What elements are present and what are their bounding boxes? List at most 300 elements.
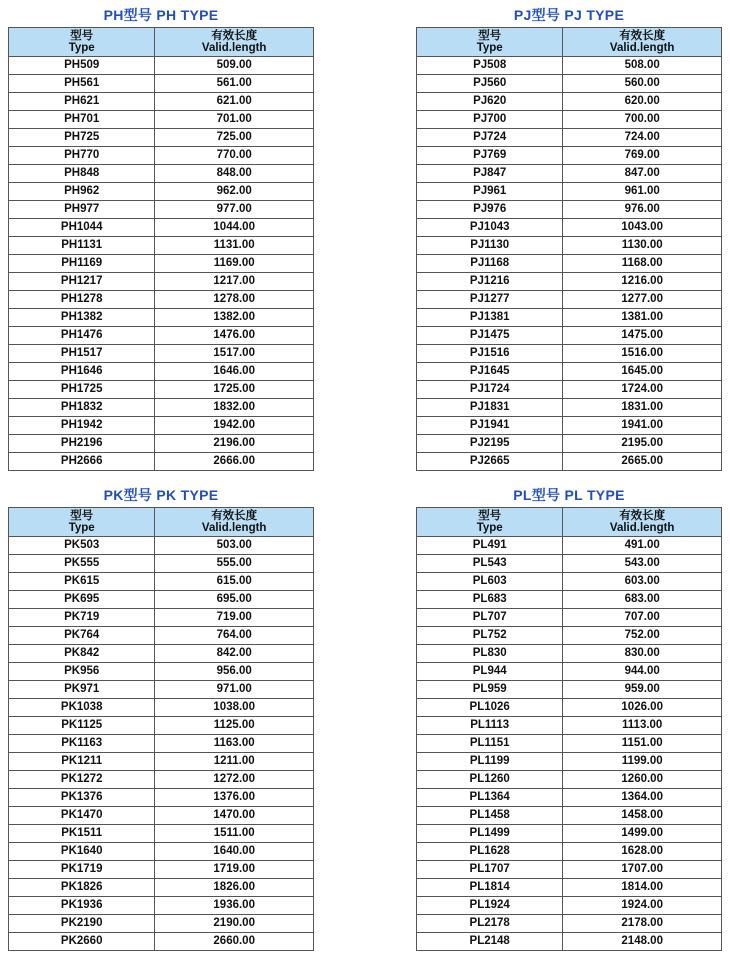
section-title: PJ型号 PJ TYPE [513, 7, 625, 23]
length-cell: 1211.00 [155, 753, 314, 771]
length-cell: 944.00 [563, 663, 722, 681]
type-cell: PJ1216 [417, 273, 563, 291]
length-cell: 1476.00 [155, 327, 314, 345]
type-cell: PH1832 [9, 399, 155, 417]
type-cell: PJ1516 [417, 345, 563, 363]
table-row [417, 825, 722, 843]
length-cell: 725.00 [155, 129, 314, 147]
length-cell: 719.00 [155, 609, 314, 627]
type-column-header [417, 28, 563, 57]
type-cell: PJ2195 [417, 435, 563, 453]
type-cell: PK1163 [9, 735, 155, 753]
length-cell: 1376.00 [155, 789, 314, 807]
length-cell: 1941.00 [563, 417, 722, 435]
type-cell: PL752 [417, 627, 563, 645]
table-row [9, 915, 314, 933]
table-row [9, 129, 314, 147]
length-cell: 1499.00 [563, 825, 722, 843]
type-cell: PK1719 [9, 861, 155, 879]
table-row [417, 57, 722, 75]
type-cell: PL1113 [417, 717, 563, 735]
length-cell: 1217.00 [155, 273, 314, 291]
table-row [417, 555, 722, 573]
type-cell: PH1942 [9, 417, 155, 435]
length-column-header [155, 508, 314, 537]
section-title: PK型号 PK TYPE [103, 487, 219, 503]
table-header [9, 28, 314, 57]
type-cell: PH2196 [9, 435, 155, 453]
type-cell: PL2178 [417, 915, 563, 933]
type-cell: PL1814 [417, 879, 563, 897]
length-cell: 1216.00 [563, 273, 722, 291]
type-cell: PJ1043 [417, 219, 563, 237]
length-cell: 1163.00 [155, 735, 314, 753]
table-row [9, 435, 314, 453]
type-cell: PL683 [417, 591, 563, 609]
length-cell: 1725.00 [155, 381, 314, 399]
table-row [417, 609, 722, 627]
table-row [9, 933, 314, 951]
table-row [9, 327, 314, 345]
type-cell: PJ508 [417, 57, 563, 75]
table-row [9, 255, 314, 273]
length-cell: 1470.00 [155, 807, 314, 825]
type-cell: PJ1475 [417, 327, 563, 345]
length-cell: 701.00 [155, 111, 314, 129]
table-row [9, 735, 314, 753]
table-row [417, 93, 722, 111]
length-cell: 764.00 [155, 627, 314, 645]
table-row [417, 789, 722, 807]
table-row [417, 933, 722, 951]
ph-type-table [8, 27, 314, 471]
table-row [9, 717, 314, 735]
section-title: PL型号 PL TYPE [513, 487, 625, 503]
length-cell: 2190.00 [155, 915, 314, 933]
table-row [417, 537, 722, 555]
table-row [9, 237, 314, 255]
table-row [9, 381, 314, 399]
type-cell: PJ1645 [417, 363, 563, 381]
type-cell: PH701 [9, 111, 155, 129]
length-header-cn: 有效长度 [211, 510, 258, 522]
table-body [417, 537, 722, 951]
length-cell: 1814.00 [563, 879, 722, 897]
length-cell: 2666.00 [155, 453, 314, 471]
type-cell: PK1211 [9, 753, 155, 771]
type-cell: PL603 [417, 573, 563, 591]
type-cell: PL1628 [417, 843, 563, 861]
length-cell: 976.00 [563, 201, 722, 219]
type-cell: PH1169 [9, 255, 155, 273]
table-row [9, 861, 314, 879]
type-cell: PK1272 [9, 771, 155, 789]
type-cell: PH770 [9, 147, 155, 165]
type-cell: PJ1724 [417, 381, 563, 399]
type-cell: PJ1381 [417, 309, 563, 327]
length-cell: 560.00 [563, 75, 722, 93]
table-row [417, 201, 722, 219]
table-row [9, 753, 314, 771]
table-row [417, 111, 722, 129]
length-cell: 1832.00 [155, 399, 314, 417]
length-cell: 956.00 [155, 663, 314, 681]
type-cell: PL543 [417, 555, 563, 573]
table-row [417, 399, 722, 417]
type-cell: PK1038 [9, 699, 155, 717]
type-cell: PK1376 [9, 789, 155, 807]
pj-type-section [416, 5, 722, 471]
type-header-cn: 型号 [478, 30, 502, 42]
type-cell: PJ1130 [417, 237, 563, 255]
length-cell: 1043.00 [563, 219, 722, 237]
type-header-cn: 型号 [70, 30, 94, 42]
length-cell: 1038.00 [155, 699, 314, 717]
table-row [417, 591, 722, 609]
length-cell: 830.00 [563, 645, 722, 663]
type-cell: PH977 [9, 201, 155, 219]
table-row [9, 183, 314, 201]
length-cell: 769.00 [563, 147, 722, 165]
type-header-en: Type [476, 42, 503, 54]
table-row [417, 753, 722, 771]
type-cell: PL1026 [417, 699, 563, 717]
table-row [417, 627, 722, 645]
type-cell: PH1131 [9, 237, 155, 255]
type-cell: PH621 [9, 93, 155, 111]
table-row [9, 291, 314, 309]
table-row [417, 273, 722, 291]
table-row [417, 879, 722, 897]
length-cell: 2178.00 [563, 915, 722, 933]
type-cell: PH1382 [9, 309, 155, 327]
length-cell: 1707.00 [563, 861, 722, 879]
table-row [417, 147, 722, 165]
table-row [9, 663, 314, 681]
type-cell: PJ620 [417, 93, 563, 111]
length-cell: 847.00 [563, 165, 722, 183]
table-row [417, 435, 722, 453]
type-header-en: Type [476, 522, 503, 534]
length-cell: 2195.00 [563, 435, 722, 453]
length-cell: 770.00 [155, 147, 314, 165]
length-cell: 555.00 [155, 555, 314, 573]
type-cell: PL1458 [417, 807, 563, 825]
type-cell: PJ1277 [417, 291, 563, 309]
type-cell: PH561 [9, 75, 155, 93]
type-cell: PJ961 [417, 183, 563, 201]
table-header [417, 508, 722, 537]
table-row [9, 93, 314, 111]
table-row [9, 363, 314, 381]
type-cell: PJ769 [417, 147, 563, 165]
table-row [9, 609, 314, 627]
length-column-header [155, 28, 314, 57]
length-cell: 1130.00 [563, 237, 722, 255]
length-header-en: Valid.length [201, 522, 267, 534]
length-cell: 1168.00 [563, 255, 722, 273]
length-cell: 961.00 [563, 183, 722, 201]
table-row [417, 165, 722, 183]
length-cell: 1831.00 [563, 399, 722, 417]
table-row [9, 273, 314, 291]
table-row [417, 345, 722, 363]
table-row [9, 57, 314, 75]
table-row [417, 807, 722, 825]
length-cell: 1026.00 [563, 699, 722, 717]
table-row [9, 201, 314, 219]
type-cell: PH509 [9, 57, 155, 75]
type-header-en: Type [68, 522, 95, 534]
length-cell: 1272.00 [155, 771, 314, 789]
table-row [9, 111, 314, 129]
table-row [417, 363, 722, 381]
table-row [9, 555, 314, 573]
length-cell: 1942.00 [155, 417, 314, 435]
type-cell: PH1517 [9, 345, 155, 363]
length-cell: 848.00 [155, 165, 314, 183]
length-cell: 543.00 [563, 555, 722, 573]
type-column-header [417, 508, 563, 537]
ph-type-section [8, 5, 314, 471]
length-cell: 1131.00 [155, 237, 314, 255]
type-cell: PK1936 [9, 897, 155, 915]
table-row [9, 75, 314, 93]
type-cell: PJ724 [417, 129, 563, 147]
length-cell: 1475.00 [563, 327, 722, 345]
length-cell: 2148.00 [563, 933, 722, 951]
type-header-cn: 型号 [478, 510, 502, 522]
table-row [417, 291, 722, 309]
type-cell: PH1476 [9, 327, 155, 345]
pk-type-section [8, 485, 314, 951]
table-row [9, 345, 314, 363]
table-row [9, 681, 314, 699]
length-cell: 1151.00 [563, 735, 722, 753]
length-cell: 1113.00 [563, 717, 722, 735]
type-cell: PL1151 [417, 735, 563, 753]
length-cell: 2660.00 [155, 933, 314, 951]
length-cell: 603.00 [563, 573, 722, 591]
length-cell: 1278.00 [155, 291, 314, 309]
type-cell: PK956 [9, 663, 155, 681]
length-cell: 1719.00 [155, 861, 314, 879]
type-cell: PH1725 [9, 381, 155, 399]
type-cell: PK1470 [9, 807, 155, 825]
type-cell: PH1646 [9, 363, 155, 381]
type-cell: PJ1168 [417, 255, 563, 273]
type-cell: PH1044 [9, 219, 155, 237]
length-cell: 962.00 [155, 183, 314, 201]
table-header [9, 508, 314, 537]
length-header-cn: 有效长度 [619, 30, 666, 42]
type-cell: PJ847 [417, 165, 563, 183]
length-cell: 1381.00 [563, 309, 722, 327]
table-row [417, 915, 722, 933]
type-cell: PH962 [9, 183, 155, 201]
length-cell: 1924.00 [563, 897, 722, 915]
length-cell: 724.00 [563, 129, 722, 147]
pl-type-section [416, 485, 722, 951]
table-row [417, 735, 722, 753]
length-cell: 561.00 [155, 75, 314, 93]
type-header-en: Type [68, 42, 95, 54]
pk-type-table [8, 507, 314, 951]
length-cell: 1458.00 [563, 807, 722, 825]
length-cell: 1826.00 [155, 879, 314, 897]
type-cell: PL491 [417, 537, 563, 555]
type-cell: PK2660 [9, 933, 155, 951]
type-cell: PJ560 [417, 75, 563, 93]
type-cell: PK1511 [9, 825, 155, 843]
length-cell: 977.00 [155, 201, 314, 219]
length-cell: 2196.00 [155, 435, 314, 453]
type-cell: PK764 [9, 627, 155, 645]
length-cell: 620.00 [563, 93, 722, 111]
length-header-en: Valid.length [609, 42, 675, 54]
table-row [9, 591, 314, 609]
length-cell: 700.00 [563, 111, 722, 129]
type-cell: PL830 [417, 645, 563, 663]
type-cell: PL1199 [417, 753, 563, 771]
type-cell: PH1278 [9, 291, 155, 309]
length-cell: 508.00 [563, 57, 722, 75]
type-column-header [9, 28, 155, 57]
type-cell: PK555 [9, 555, 155, 573]
length-cell: 1628.00 [563, 843, 722, 861]
length-cell: 1260.00 [563, 771, 722, 789]
length-cell: 707.00 [563, 609, 722, 627]
table-header [417, 28, 722, 57]
table-row [9, 309, 314, 327]
type-cell: PH1217 [9, 273, 155, 291]
type-cell: PK1826 [9, 879, 155, 897]
length-cell: 1640.00 [155, 843, 314, 861]
length-cell: 1724.00 [563, 381, 722, 399]
length-cell: 509.00 [155, 57, 314, 75]
type-cell: PK1125 [9, 717, 155, 735]
table-row [9, 165, 314, 183]
type-cell: PL1364 [417, 789, 563, 807]
length-cell: 1511.00 [155, 825, 314, 843]
type-cell: PL2148 [417, 933, 563, 951]
type-cell: PL1499 [417, 825, 563, 843]
table-body [417, 57, 722, 471]
type-cell: PJ700 [417, 111, 563, 129]
table-row [417, 129, 722, 147]
length-cell: 1645.00 [563, 363, 722, 381]
type-cell: PK842 [9, 645, 155, 663]
type-cell: PL944 [417, 663, 563, 681]
table-row [9, 807, 314, 825]
type-cell: PJ2665 [417, 453, 563, 471]
table-row [9, 417, 314, 435]
length-cell: 695.00 [155, 591, 314, 609]
type-cell: PK1640 [9, 843, 155, 861]
table-row [9, 537, 314, 555]
table-row [417, 381, 722, 399]
type-header-cn: 型号 [70, 510, 94, 522]
table-row [417, 897, 722, 915]
type-cell: PJ1831 [417, 399, 563, 417]
length-cell: 1517.00 [155, 345, 314, 363]
length-cell: 683.00 [563, 591, 722, 609]
type-cell: PK971 [9, 681, 155, 699]
table-row [417, 453, 722, 471]
table-row [417, 699, 722, 717]
length-cell: 971.00 [155, 681, 314, 699]
length-cell: 1125.00 [155, 717, 314, 735]
table-row [9, 627, 314, 645]
length-cell: 842.00 [155, 645, 314, 663]
table-row [9, 399, 314, 417]
section-title: PH型号 PH TYPE [103, 7, 219, 23]
length-cell: 1382.00 [155, 309, 314, 327]
length-header-en: Valid.length [201, 42, 267, 54]
length-cell: 491.00 [563, 537, 722, 555]
table-row [417, 681, 722, 699]
length-cell: 615.00 [155, 573, 314, 591]
length-cell: 621.00 [155, 93, 314, 111]
type-cell: PH725 [9, 129, 155, 147]
table-row [417, 183, 722, 201]
table-row [417, 645, 722, 663]
type-cell: PK719 [9, 609, 155, 627]
table-row [9, 897, 314, 915]
length-header-cn: 有效长度 [211, 30, 258, 42]
table-row [417, 573, 722, 591]
table-row [9, 789, 314, 807]
length-cell: 2665.00 [563, 453, 722, 471]
table-row [417, 861, 722, 879]
table-body [9, 537, 314, 951]
length-cell: 1646.00 [155, 363, 314, 381]
table-row [417, 663, 722, 681]
length-cell: 959.00 [563, 681, 722, 699]
length-cell: 1199.00 [563, 753, 722, 771]
length-cell: 503.00 [155, 537, 314, 555]
length-column-header [563, 508, 722, 537]
table-row [9, 453, 314, 471]
table-row [417, 717, 722, 735]
table-row [9, 879, 314, 897]
table-row [417, 843, 722, 861]
table-row [417, 417, 722, 435]
type-cell: PK503 [9, 537, 155, 555]
type-cell: PH848 [9, 165, 155, 183]
type-cell: PK615 [9, 573, 155, 591]
type-cell: PL1707 [417, 861, 563, 879]
length-header-cn: 有效长度 [619, 510, 666, 522]
table-row [417, 771, 722, 789]
length-header-en: Valid.length [609, 522, 675, 534]
table-row [9, 825, 314, 843]
type-cell: PK695 [9, 591, 155, 609]
table-row [9, 219, 314, 237]
length-cell: 1936.00 [155, 897, 314, 915]
pj-type-table [416, 27, 722, 471]
type-cell: PH2666 [9, 453, 155, 471]
table-row [417, 327, 722, 345]
length-cell: 1516.00 [563, 345, 722, 363]
table-body [9, 57, 314, 471]
type-cell: PJ1941 [417, 417, 563, 435]
table-row [9, 771, 314, 789]
table-row [9, 843, 314, 861]
length-cell: 1044.00 [155, 219, 314, 237]
type-cell: PK2190 [9, 915, 155, 933]
pl-type-table [416, 507, 722, 951]
